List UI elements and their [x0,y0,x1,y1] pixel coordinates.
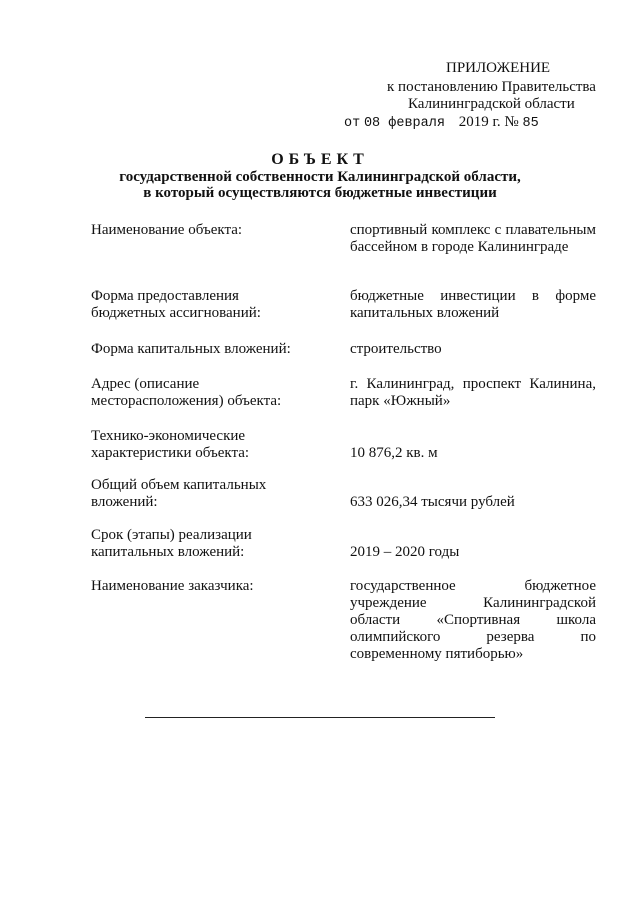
row-value-address: г. Калининград, проспект Калинина, парк «Южный» [350,376,596,409]
row-value-customer: государственное бюджетное учреждение Калининградской области «Спортивная школа олимпийского резерва по современному пятиборью» [350,578,596,662]
decree-reference: к постановлению Правительства [387,79,596,95]
appendix-heading: ПРИЛОЖЕНИЕ [446,60,551,76]
decree-date: 08 февраля [363,116,445,131]
decree-date-row [344,113,539,133]
row-value-investment-form: строительство [350,341,442,357]
row-label-timeline: Срок (этапы) реализации капитальных вложений: [91,527,252,560]
row-label-investment-form: Форма капитальных вложений: [91,341,291,357]
document-subtitle-line-2: в который осуществляются бюджетные инвестиции [143,185,497,201]
row-value-total-investment: 633 026,34 тысячи рублей [350,494,515,510]
region-name: Калининградской области [408,96,575,112]
document-title: ОБЪЕКТ [271,151,369,168]
closing-rule [145,717,495,718]
row-value-allocation-form: бюджетные инвестиции в форме капитальных вложений [350,288,596,321]
row-value-timeline: 2019 – 2020 годы [350,544,460,560]
date-prefix: от [344,116,361,131]
row-label-address: Адрес (описание месторасположения) объекта: [91,376,282,409]
decree-year-label: 2019 г. № [458,114,519,130]
row-label-allocation-form: Форма предоставления бюджетных ассигнований: [91,288,261,321]
row-label-customer: Наименование заказчика: [91,578,254,594]
row-label-total-investment: Общий объем капитальных вложений: [91,477,267,510]
row-value-specifications: 10 876,2 кв. м [350,445,438,461]
row-label-specifications: Технико-экономические характеристики объекта: [91,428,250,461]
document-subtitle-line-1: государственной собственности Калининградской области, [119,169,521,185]
row-label-object-name: Наименование объекта: [91,222,243,238]
decree-number: 85 [522,116,539,131]
row-value-object-name: спортивный комплекс с плавательным бассейном в городе Калининграде [350,222,596,255]
